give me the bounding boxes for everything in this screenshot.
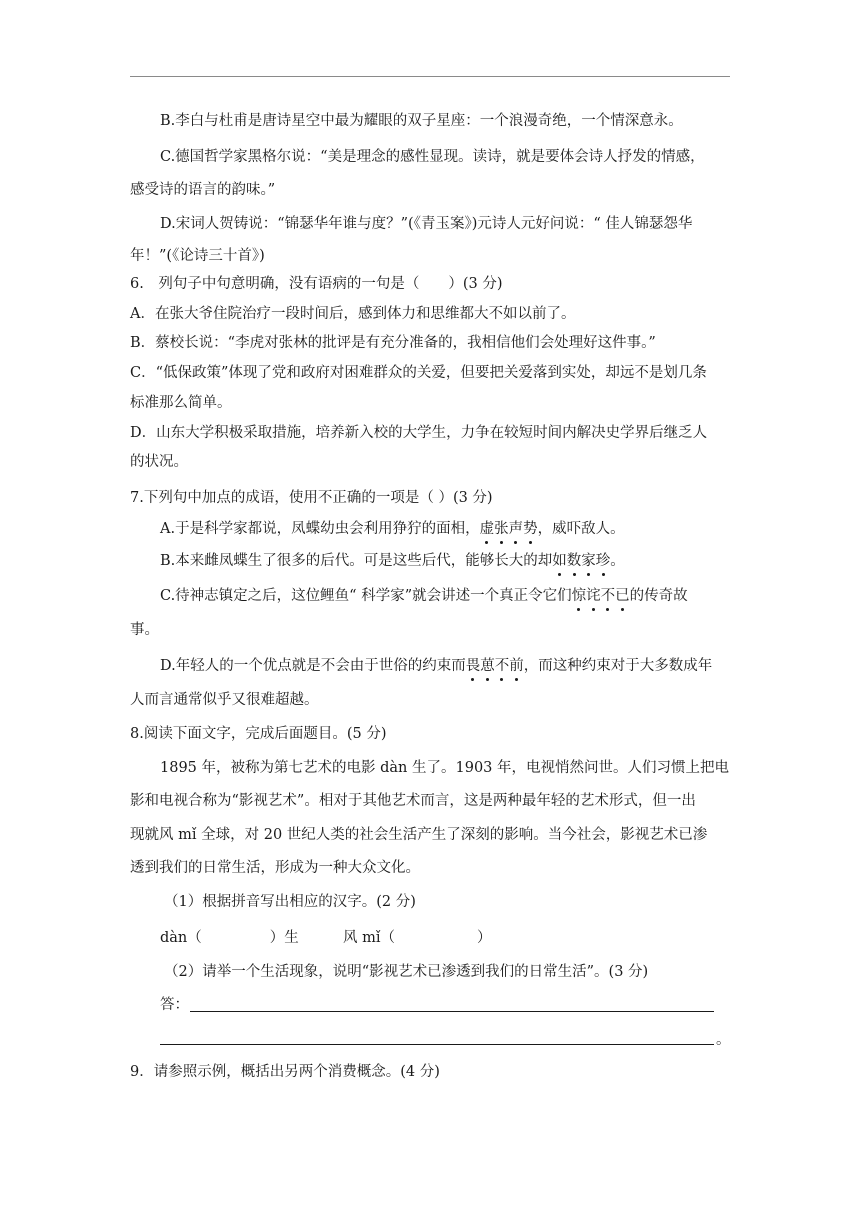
pinyin-feng: 风 mǐ（ [343, 930, 395, 946]
dotted-char: 葸 [480, 658, 495, 674]
pinyin-dan: dàn（ [160, 930, 202, 946]
dotted-char: 珍 [595, 553, 611, 569]
q7-stem: 7.下列句中加点的成语，使用不正确的一项是（ ）(3 分) [130, 490, 493, 506]
q7-option-d-text: D.年轻人的一个优点就是不会由于世俗的约束而 [160, 658, 466, 674]
dotted-char: 数 [566, 553, 582, 569]
q6-option-d-line2: 的状况。 [130, 454, 188, 470]
header-rule [130, 76, 730, 77]
q7-option-c-tail: 的传奇故 [629, 588, 688, 604]
answer-line-1[interactable] [190, 1011, 714, 1012]
q7-option-d-line2: 人而言通常似乎又很难超越。 [130, 692, 319, 708]
dotted-char: 如 [552, 553, 567, 569]
q7-option-a-text: A.于是科学家都说，凤蝶幼虫会利用狰狞的面相， [160, 521, 480, 537]
q8-sub1: （1）根据拼音写出相应的汉字。(2 分) [164, 894, 416, 910]
q7-option-c-line2: 事。 [130, 622, 159, 638]
q8-dan-blank-label [160, 928, 299, 948]
q8-passage-line4: 透到我们的日常生活，形成为一种大众文化。 [130, 860, 420, 876]
dotted-char: 已 [615, 588, 630, 604]
q8-feng-blank-label [343, 928, 492, 948]
q7-option-d-tail: ，而这种约束对于大多数成年 [523, 658, 713, 674]
dotted-char: 畏 [465, 658, 481, 674]
dotted-char: 势 [523, 521, 538, 537]
q5-option-d-line2: 年！”(《论诗三十首》) [130, 248, 265, 264]
dotted-char: 不 [600, 588, 616, 604]
q7-option-b [160, 551, 625, 571]
q5-option-b: B.李白与杜甫是唐诗星空中最为耀眼的双子星座：一个浪漫奇绝，一个情深意永。 [160, 113, 683, 129]
dotted-char: 不 [494, 658, 510, 674]
pinyin-feng-close: ） [477, 930, 492, 946]
q6-option-b: B．蔡校长说：“李虎对张林的批评是有充分准备的，我相信他们会处理好这件事。” [130, 335, 656, 351]
q8-passage-line3: 现就风 mǐ 全球，对 20 世纪人类的社会生活产生了深刻的影响。当今社会，影视艺术已渗 [130, 827, 708, 843]
q7-option-b-tail: 。 [610, 553, 625, 569]
q6-option-a: A．在张大爷住院治疗一段时间后，感到体力和思维都大不如以前了。 [130, 306, 576, 322]
dotted-char: 诧 [586, 588, 601, 604]
q7-option-c-line1 [160, 586, 688, 606]
q5-option-c-line2: 感受诗的语言的韵味。” [130, 182, 276, 198]
q7-option-d-line1 [160, 656, 712, 676]
q8-passage-line2: 影和电视合称为“影视艺术”。相对于其他艺术而言，这是两种最年轻的艺术形式，但一出 [130, 793, 696, 809]
answer-label: 答： [160, 997, 189, 1013]
q6-stem: 6. 列句子中句意明确，没有语病的一句是（ ）(3 分) [130, 276, 503, 292]
q6-option-c-line1: C．“低保政策”体现了党和政府对困难群众的关爱，但要把关爱落到实处，却远不是划几条 [130, 365, 707, 381]
answer-line-2[interactable] [160, 1044, 714, 1045]
q6-option-d-line1: D．山东大学积极采取措施，培养新入校的大学生，力争在较短时间内解决史学界后继乏人 [130, 425, 708, 441]
q9-stem: 9．请参照示例，概括出另两个消费概念。(4 分) [130, 1064, 440, 1080]
q7-option-c-text: C.待神志镇定之后，这位鲤鱼“ 科学家”就会讲述一个真正令它们 [160, 588, 572, 604]
q8-stem: 8.阅读下面文字，完成后面题目。(5 分) [130, 726, 387, 742]
q7-option-a-tail: ，威吓敌人。 [537, 521, 625, 537]
q8-passage-line1: 1895 年，被称为第七艺术的电影 dàn 生了。1903 年，电视悄然问世。人们习惯上把电 [160, 760, 730, 776]
dan-answer-blank[interactable] [202, 941, 270, 942]
q6-option-c-line2: 标准那么简单。 [130, 395, 232, 411]
q8-sub2: （2）请举一个生活现象，说明“影视艺术已渗透到我们的日常生活”。(3 分) [164, 964, 649, 980]
dotted-char: 声 [508, 521, 524, 537]
dotted-char: 张 [494, 521, 509, 537]
dotted-char: 惊 [571, 588, 587, 604]
q7-option-b-text: B.本来雌凤蝶生了很多的后代。可是这些后代，能够长大的却 [160, 553, 553, 569]
dotted-char: 前 [509, 658, 524, 674]
q7-option-a [160, 519, 625, 539]
answer-end-mark: 。 [716, 1032, 731, 1048]
dotted-char: 虚 [479, 521, 495, 537]
q5-option-c-line1: C.德国哲学家黑格尔说：“美是理念的感性显现。读诗，就是要体会诗人抒发的情感， [160, 149, 705, 165]
feng-answer-blank[interactable] [395, 941, 477, 942]
pinyin-dan-close: ）生 [269, 930, 299, 946]
dotted-char: 家 [581, 553, 596, 569]
q5-option-d-line1: D.宋词人贺铸说：“锦瑟华年谁与度？”(《青玉案》)元诗人元好问说：“ 佳人锦瑟怨华 [160, 216, 693, 232]
